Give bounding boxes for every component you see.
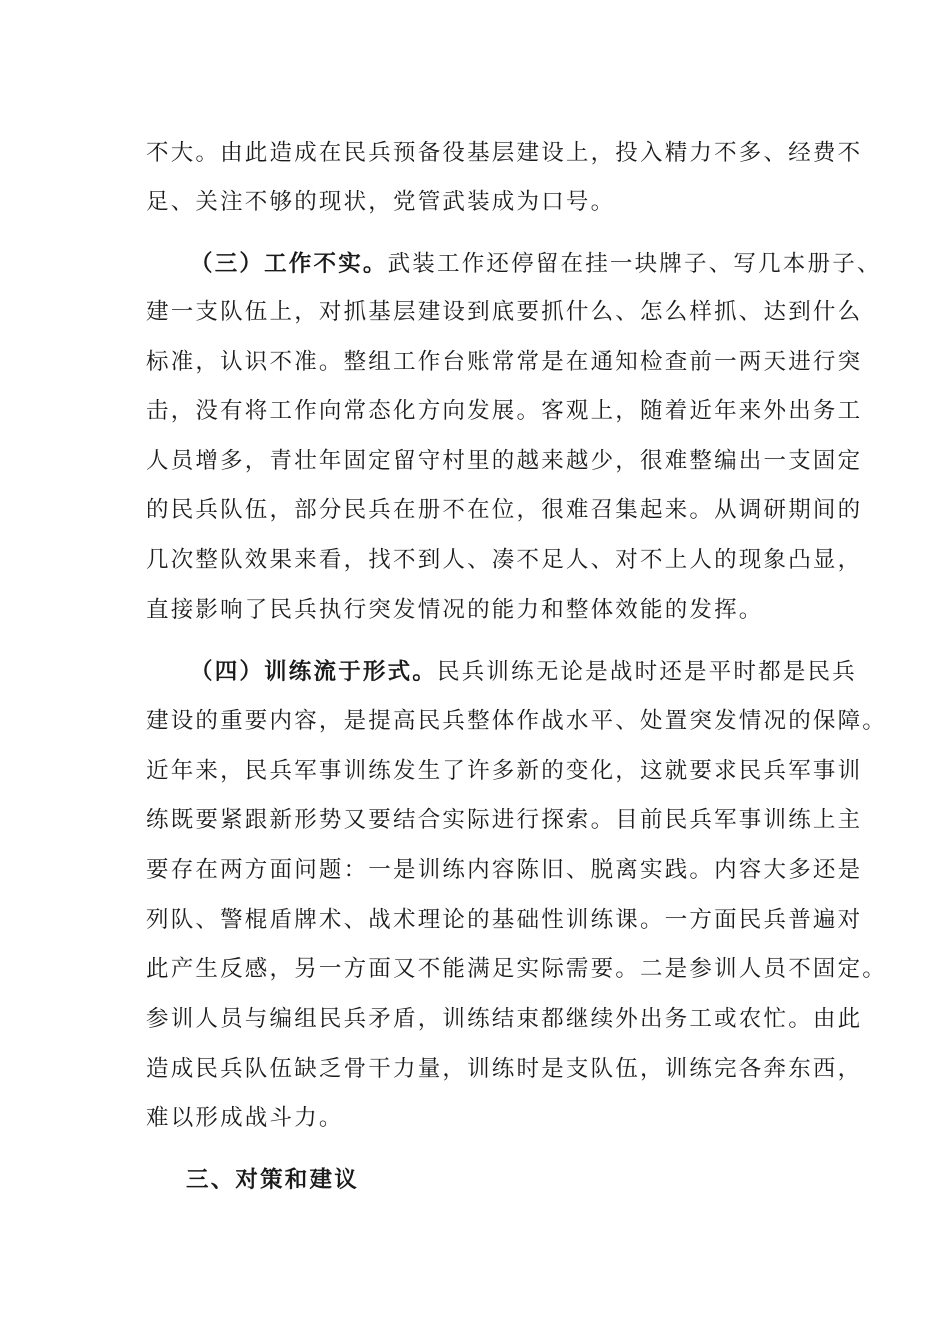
paragraph-line: 建设的重要内容，是提高民兵整体作战水平、处置突发情况的保障。 [146, 708, 888, 734]
paragraph-line: 不大。由此造成在民兵预备役基层建设上，投入精力不多、经费不 [146, 140, 863, 166]
paragraph-line: 直接影响了民兵执行突发情况的能力和整体效能的发挥。 [146, 597, 764, 623]
section-heading-3: （三）工作不实。 [190, 251, 388, 277]
section-heading-4: （四）训练流于形式。 [190, 659, 438, 685]
paragraph-line [190, 656, 857, 688]
paragraph-line: 列队、警棍盾牌术、战术理论的基础性训练课。一方面民兵普遍对 [146, 907, 863, 933]
paragraph-line: 标准，认识不准。整组工作台账常常是在通知检查前一两天进行突 [146, 349, 863, 375]
paragraph-line: 近年来，民兵军事训练发生了许多新的变化，这就要求民兵军事训 [146, 758, 863, 784]
paragraph-text: 武装工作还停留在挂一块牌子、写几本册子、 [387, 251, 882, 277]
part-heading: 三、对策和建议 [186, 1167, 359, 1193]
paragraph-line: 建一支队伍上，对抓基层建设到底要抓什么、怎么样抓、达到什么 [146, 299, 863, 325]
paragraph-line: 练既要紧跟新形势又要结合实际进行探索。目前民兵军事训练上主 [146, 807, 863, 833]
paragraph-line [190, 248, 882, 280]
paragraph-line: 难以形成战斗力。 [146, 1105, 344, 1131]
paragraph-line: 的民兵队伍，部分民兵在册不在位，很难召集起来。从调研期间的 [146, 497, 863, 523]
paragraph-line: 足、关注不够的现状，党管武装成为口号。 [146, 189, 616, 215]
paragraph-line: 几次整队效果来看，找不到人、凑不足人、对不上人的现象凸显， [146, 547, 863, 573]
paragraph-line: 人员增多，青壮年固定留守村里的越来越少，很难整编出一支固定 [146, 448, 863, 474]
paragraph-line: 击，没有将工作向常态化方向发展。客观上，随着近年来外出务工 [146, 398, 863, 424]
paragraph-line: 参训人员与编组民兵矛盾，训练结束都继续外出务工或农忙。由此 [146, 1006, 863, 1032]
paragraph-text: 民兵训练无论是战时还是平时都是民兵 [437, 659, 857, 685]
paragraph-line: 造成民兵队伍缺乏骨干力量，训练时是支队伍，训练完各奔东西， [146, 1056, 863, 1082]
paragraph-line: 此产生反感，另一方面又不能满足实际需要。二是参训人员不固定。 [146, 956, 888, 982]
paragraph-line: 要存在两方面问题：一是训练内容陈旧、脱离实践。内容大多还是 [146, 857, 863, 883]
